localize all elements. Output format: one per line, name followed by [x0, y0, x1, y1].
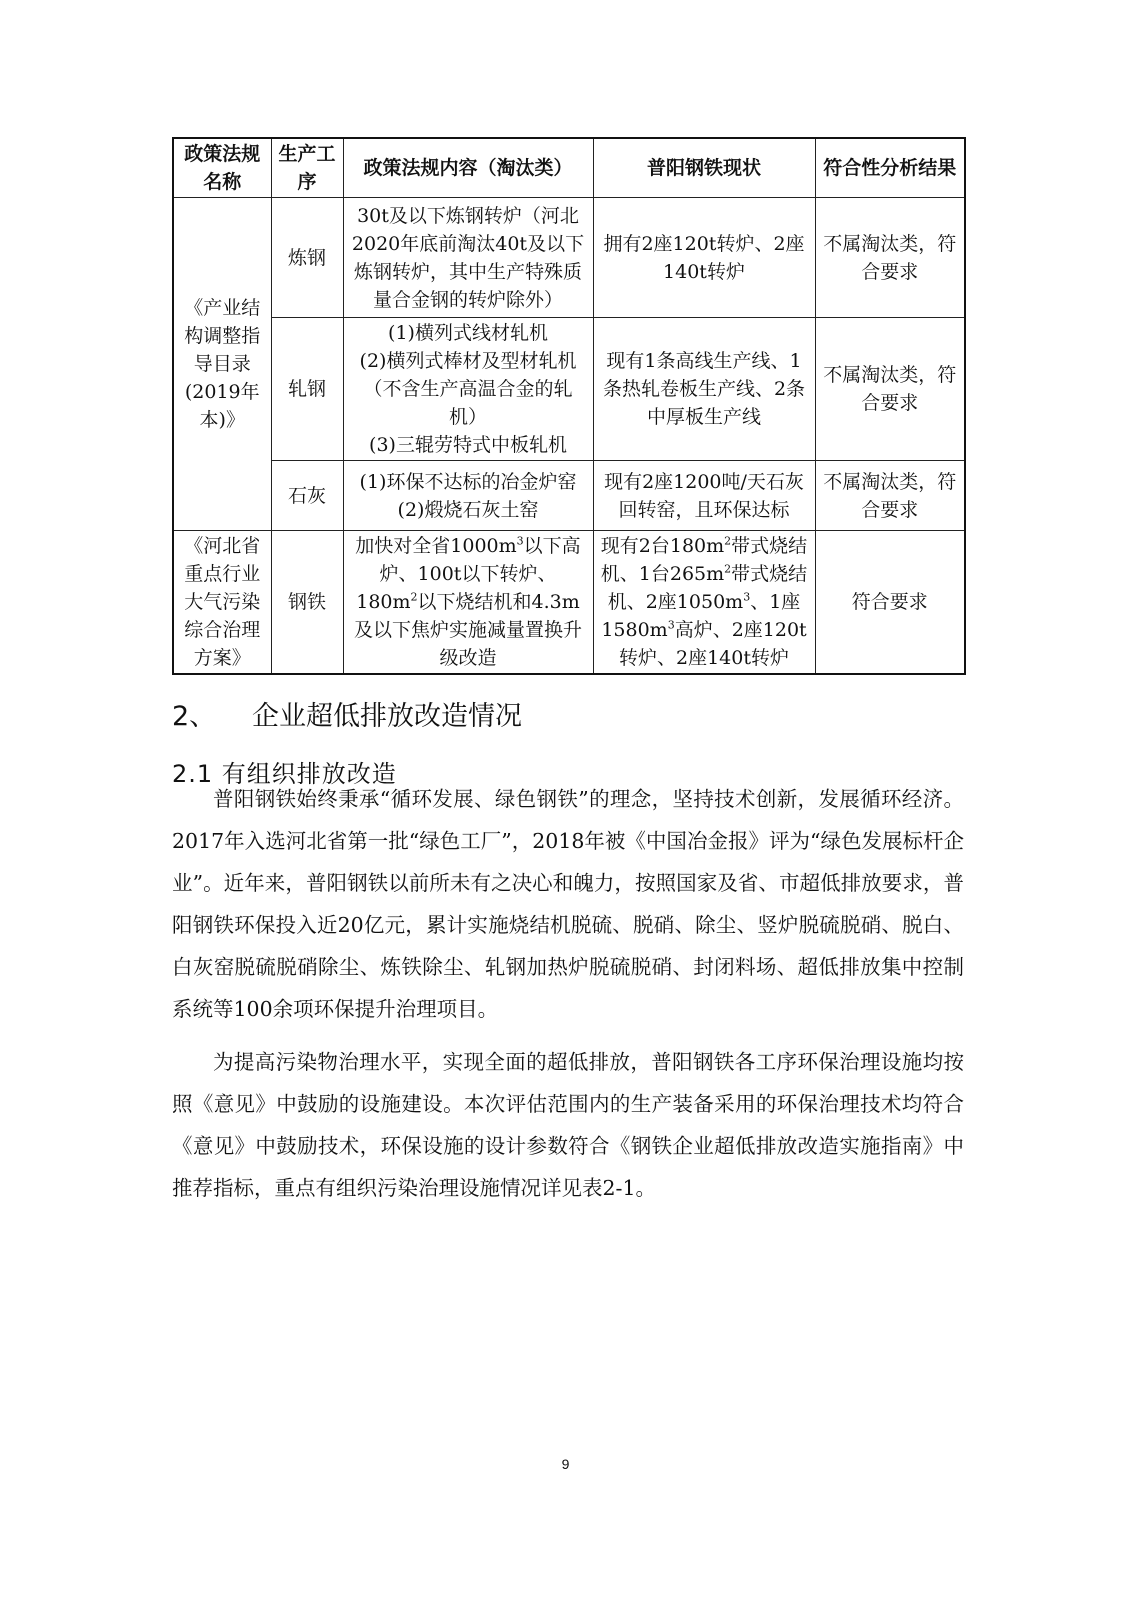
- superscript: 2: [724, 562, 732, 576]
- table-row: [173, 198, 965, 318]
- status-text: 带式烧结机、1台265m: [600, 535, 808, 585]
- content-cell: (1)环保不达标的冶金炉窑 (2)煅烧石灰土窑: [343, 461, 593, 531]
- table-header-row: [173, 138, 965, 198]
- process-cell: 炼钢: [271, 198, 343, 318]
- header-policy-name: 政策法规名称: [173, 138, 271, 198]
- status-cell: 拥有2座120t转炉、2座140t转炉: [593, 198, 815, 318]
- superscript: 3: [516, 534, 524, 548]
- result-cell: 不属淘汰类，符合要求: [815, 198, 965, 318]
- status-text: 带式烧结机、2座1050m: [607, 563, 808, 613]
- header-process: 生产工序: [271, 138, 343, 198]
- status-text: 高炉、2座120t转炉、2座140t转炉: [619, 619, 807, 669]
- status-cell: 现有2座1200吨/天石灰回转窑，且环保达标: [593, 461, 815, 531]
- content-cell: (1)横列式线材轧机 (2)横列式棒材及型材轧机（不含生产高温合金的轧机） (3)三辊劳特式中板轧机: [343, 318, 593, 461]
- content-cell: [343, 531, 593, 675]
- content-text: 加快对全省1000m: [355, 535, 517, 557]
- superscript: 3: [743, 590, 751, 604]
- policy-name-cell: 《产业结构调整指导目录(2019年本)》: [173, 198, 271, 531]
- status-cell: [593, 531, 815, 675]
- content-cell: 30t及以下炼钢转炉（河北2020年底前淘汰40t及以下炼钢转炉，其中生产特殊质量合金钢的转炉除外）: [343, 198, 593, 318]
- process-cell: 钢铁: [271, 531, 343, 675]
- section-title: 企业超低排放改造情况: [252, 701, 522, 732]
- body-paragraph: 为提高污染物治理水平，实现全面的超低排放，普阳钢铁各工序环保治理设施均按照《意见》中鼓励的设施建设。本次评估范围内的生产装备采用的环保治理技术均符合《意见》中鼓励技术，环保设施的设计参数符合《钢铁企业超低排放改造实施指南》中推荐指标，重点有组织污染治理设施情况详见表2-1。: [172, 1050, 964, 1200]
- header-status: 普阳钢铁现状: [593, 138, 815, 198]
- header-content: 政策法规内容（淘汰类）: [343, 138, 593, 198]
- table-row: [173, 461, 965, 531]
- table-row: [173, 531, 965, 675]
- superscript: 2: [724, 534, 732, 548]
- process-cell: 石灰: [271, 461, 343, 531]
- policy-compliance-table: [172, 137, 966, 675]
- body-paragraph: 普阳钢铁始终秉承“循环发展、绿色钢铁”的理念，坚持技术创新，发展循环经济。2017年入选河北省第一批“绿色工厂”，2018年被《中国冶金报》评为“绿色发展标杆企业”。近年来，普阳钢铁以前所未有之决心和魄力，按照国家及省、市超低排放要求，普阳钢铁环保投入近20亿元，累计实施烧结机脱硫、脱硝、除尘、竖炉脱硫脱硝、脱白、白灰窑脱硫脱硝除尘、炼铁除尘、轧钢加热炉脱硫脱硝、封闭料场、超低排放集中控制系统等100余项环保提升治理项目。: [172, 787, 964, 1021]
- result-cell: 不属淘汰类，符合要求: [815, 461, 965, 531]
- process-cell: 轧钢: [271, 318, 343, 461]
- status-text: 、1座1580m: [601, 591, 801, 641]
- result-cell: 不属淘汰类，符合要求: [815, 318, 965, 461]
- header-result: 符合性分析结果: [815, 138, 965, 198]
- section-heading: [172, 694, 522, 733]
- content-text: 以下高炉、100t以下转炉、180m: [356, 535, 581, 613]
- subsection-heading: 2.1 有组织排放改造: [172, 760, 397, 788]
- table-row: [173, 318, 965, 461]
- page-number: 9: [561, 1456, 570, 1472]
- superscript: 3: [667, 618, 675, 632]
- result-cell: 符合要求: [815, 531, 965, 675]
- status-text: 现有2台180m: [600, 535, 725, 557]
- section-number: 2、: [172, 701, 217, 732]
- status-cell: 现有1条高线生产线、1条热轧卷板生产线、2条中厚板生产线: [593, 318, 815, 461]
- superscript: 2: [410, 590, 418, 604]
- content-text: 以下烧结机和4.3m及以下焦炉实施减量置换升级改造: [353, 591, 582, 669]
- policy-name-cell: 《河北省重点行业大气污染综合治理方案》: [173, 531, 271, 675]
